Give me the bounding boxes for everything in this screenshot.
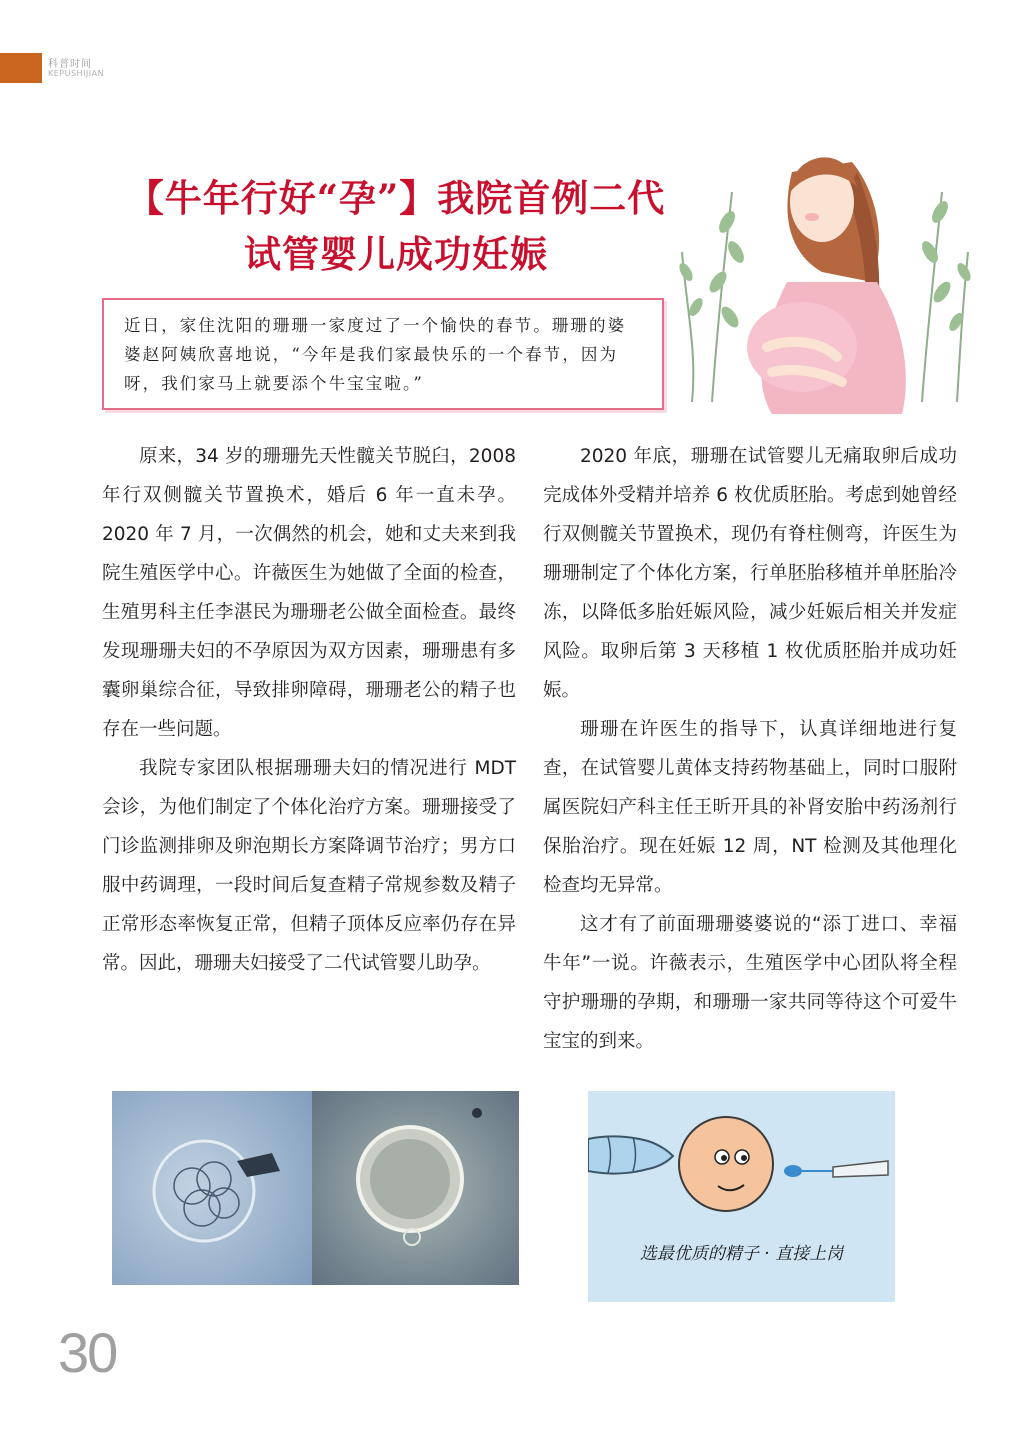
paragraph: 这才有了前面珊珊婆婆说的“添丁进口、幸福牛年”一说。许薇表示，生殖医学中心团队将全程守护珊珊的孕期，和珊珊一家共同等待这个可爱牛宝宝的到来。 <box>543 914 957 1052</box>
title-line-2: 试管婴儿成功妊娠 <box>244 232 548 276</box>
intro-box: 近日，家住沈阳的珊珊一家度过了一个愉快的春节。珊珊的婆婆赵阿姨欣喜地说，“今年是我们家最快乐的一个春节，因为呀，我们家马上就要添个牛宝宝啦。” <box>102 298 664 410</box>
cartoon-caption: 选最优质的精子 · 直接上岗 <box>639 1244 844 1264</box>
paragraph: 2020 年底，珊珊在试管婴儿无痛取卵后成功完成体外受精并培养 6 枚优质胚胎。考虑到她曾经行双侧髋关节置换术，现仍有脊柱侧弯，许医生为珊珊制定了个体化方案，行单胚胎移植并单胚胎冷冻，以降低多胎妊娠风险，减少妊娠后相关并发症风险。取卵后第 3 天移植 1 枚优质胚胎并成功妊娠。 <box>543 446 957 701</box>
paragraph: 珊珊在许医生的指导下，认真详细地进行复查，在试管婴儿黄体支持药物基础上，同时口服附属医院妇产科主任王昕开具的补肾安胎中药汤剂行保胎治疗。现在妊娠 12 周，NT 检测及其他理化检查均无异常。 <box>543 719 957 896</box>
sperm-cartoon <box>588 1091 895 1302</box>
embryo-micrograph <box>112 1091 519 1285</box>
section-name-pinyin: KEPUSHIJIAN <box>48 69 105 78</box>
sperm-cartoon-drawing <box>588 1091 895 1231</box>
article-title <box>96 170 696 282</box>
title-line-1: 【牛年行好“孕”】我院首例二代 <box>126 176 666 220</box>
pregnant-woman-illustration <box>672 132 972 414</box>
section-name: 科普时间 <box>48 59 92 70</box>
article-column-left <box>102 437 516 983</box>
section-tab <box>0 53 42 83</box>
paragraph: 我院专家团队根据珊珊夫妇的情况进行 MDT 会诊，为他们制定了个体化治疗方案。珊珊接受了门诊监测排卵及卵泡期长方案降调节治疗；男方口服中药调理，一段时间后复查精子常规参数及精子正常形态率恢复正常，但精子顶体反应率仍存在异常。因此，珊珊夫妇接受了二代试管婴儿助孕。 <box>102 758 516 974</box>
article-column-right <box>543 437 957 1061</box>
page-number: 30 <box>58 1321 117 1384</box>
paragraph: 原来，34 岁的珊珊先天性髋关节脱臼，2008 年行双侧髋关节置换术，婚后 6 年一直未孕。2020 年 7 月，一次偶然的机会，她和丈夫来到我院生殖医学中心。许薇医生为她做了全面的检查，生殖男科主任李湛民为珊珊老公做全面检查。最终发现珊珊夫妇的不孕原因为双方因素，珊珊患有多囊卵巢综合征，导致排卵障碍，珊珊老公的精子也存在一些问题。 <box>102 446 516 740</box>
